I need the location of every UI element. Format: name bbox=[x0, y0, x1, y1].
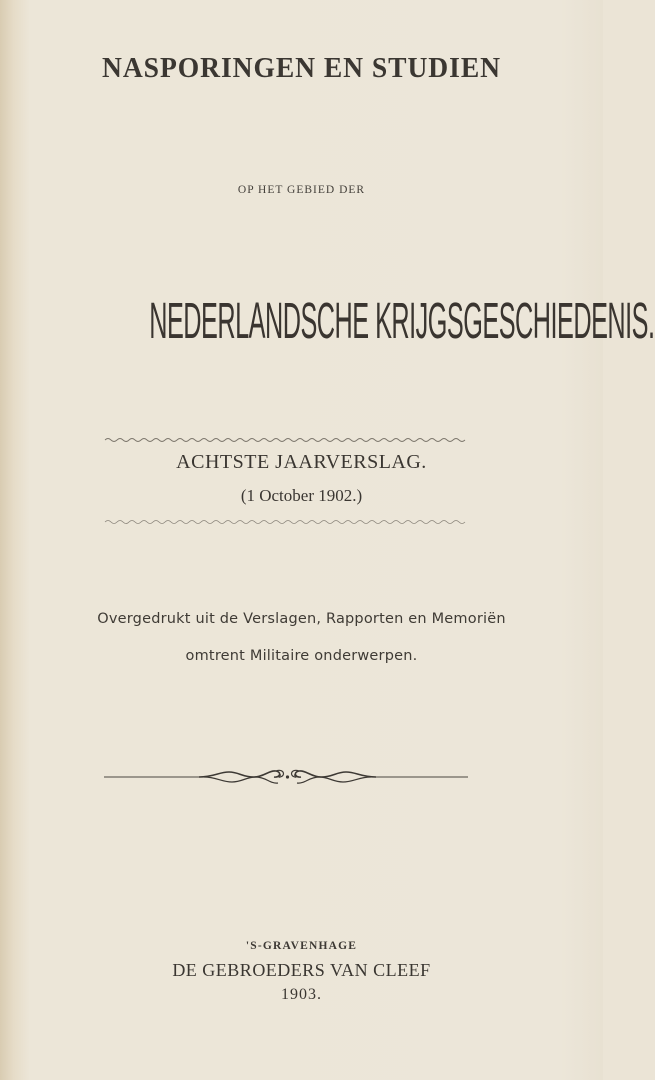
report-title: ACHTSTE JAARVERSLAG. bbox=[176, 451, 427, 473]
wavy-rule-bottom bbox=[105, 518, 465, 526]
imprint-place: 'S-GRAVENHAGE bbox=[245, 940, 358, 952]
imprint-year: 1903. bbox=[281, 986, 322, 1003]
series-subtitle: OP HET GEBIED DER bbox=[237, 184, 366, 196]
wavy-rule-top bbox=[105, 436, 465, 444]
main-title: NEDERLANDSCHE KRIJGSGESCHIEDENIS. bbox=[149, 292, 655, 350]
reprint-note-line2: omtrent Militaire onderwerpen. bbox=[185, 648, 418, 664]
ornamental-divider bbox=[104, 762, 468, 792]
series-title: NASPORINGEN EN STUDIEN bbox=[101, 52, 501, 84]
report-date: (1 October 1902.) bbox=[240, 486, 363, 505]
reprint-note-line1: Overgedrukt uit de Verslagen, Rapporten en Memoriën bbox=[97, 611, 506, 627]
imprint-publisher: DE GEBROEDERS VAN CLEEF bbox=[172, 960, 431, 980]
